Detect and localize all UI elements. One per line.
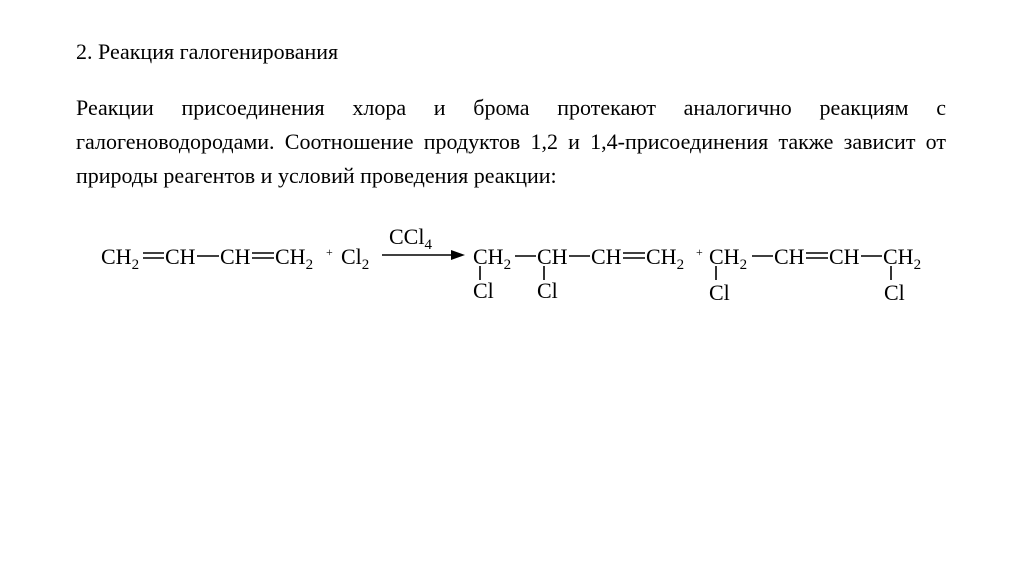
- plus-sign-1: +: [326, 245, 333, 259]
- chlorine-reagent: $Cl_2$: [341, 244, 370, 273]
- product2-ch2-c1: $CH_2$: [709, 244, 748, 273]
- reactant-ch-2: CH: [165, 244, 196, 269]
- reaction-scheme: [0, 200, 1024, 320]
- product2-cl-4: Cl: [884, 280, 905, 305]
- double-bond-2: [252, 253, 274, 258]
- product2-cl-1: Cl: [709, 280, 730, 305]
- reactant-ch2-left: $CH_2$: [101, 244, 140, 273]
- product1-ch2-c1: $CH_2$: [473, 244, 512, 273]
- product2-double-bond: [806, 253, 828, 258]
- product1-cl-1: Cl: [473, 278, 494, 303]
- catalyst-label: CCl$_4$: [389, 224, 432, 253]
- double-bond-1: [143, 253, 164, 258]
- product1-double-bond: [623, 253, 645, 258]
- product2-ch-c3: CH: [829, 244, 860, 269]
- product2-ch2-c4: $CH_2$: [883, 244, 922, 273]
- reactant-ch2-right: $CH_2$: [275, 244, 314, 273]
- reactant-ch-3: CH: [220, 244, 251, 269]
- body-paragraph: Реакции присоединения хлора и брома протекают аналогично реакциям с галогеноводородами. Соотношение продуктов 1,2 и 1,4-присоединения также зависит от природы реагентов и условий проведения реакции:: [76, 95, 946, 188]
- product1-ch-c2: CH: [537, 244, 568, 269]
- product1-ch2-c4: $CH_2$: [646, 244, 685, 273]
- plus-sign-2: +: [696, 245, 703, 259]
- section-heading: 2. Реакция галогенирования: [76, 39, 339, 64]
- product1-ch-c3: CH: [591, 244, 622, 269]
- product1-cl-2: Cl: [537, 278, 558, 303]
- product2-ch-c2: CH: [774, 244, 805, 269]
